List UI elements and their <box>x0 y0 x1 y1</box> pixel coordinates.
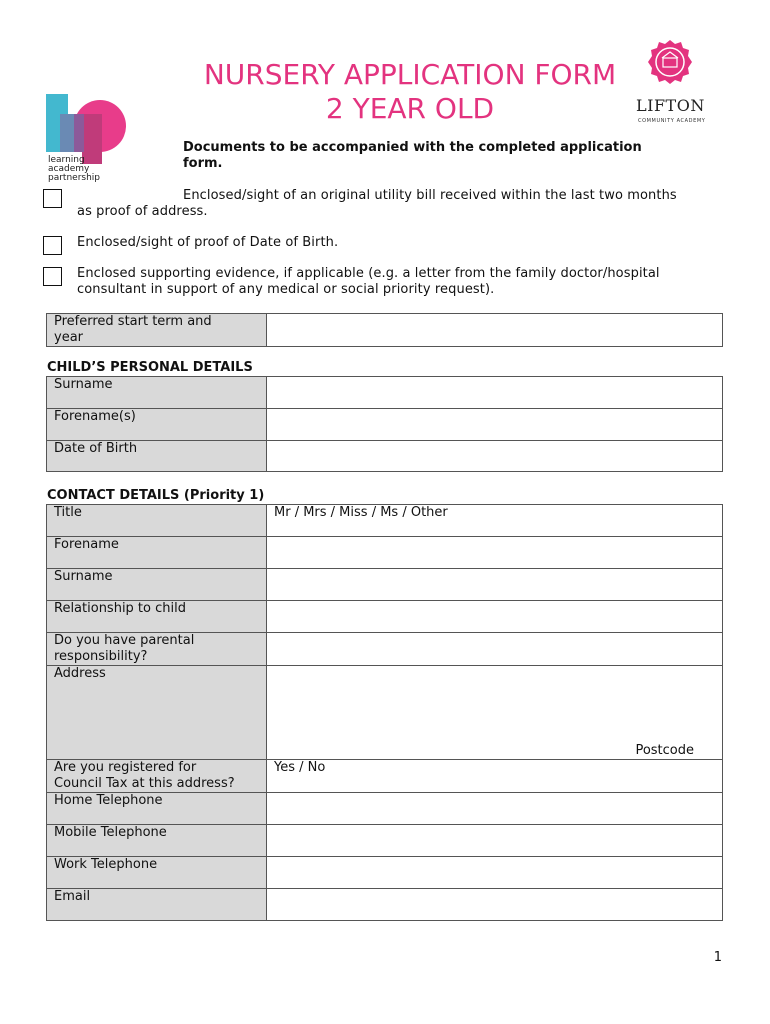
home-telephone-label: Home Telephone <box>47 793 267 825</box>
relationship-field[interactable] <box>267 601 723 633</box>
lap-logo-text <box>48 156 100 183</box>
utility-bill-text-cont: as proof of address. <box>77 204 208 219</box>
child-details-table <box>46 376 723 472</box>
supporting-evidence-text: Enclosed supporting evidence, if applicable (e.g. a letter from the family doctor/hospital <box>77 266 660 281</box>
utility-bill-text: Enclosed/sight of an original utility bill received within the last two months <box>183 188 677 203</box>
work-telephone-field[interactable] <box>267 857 723 889</box>
school-subtitle: COMMUNITY ACADEMY <box>638 118 706 124</box>
form-subtitle: 2 YEAR OLD <box>325 92 495 125</box>
form-title: NURSERY APPLICATION FORM <box>203 58 617 91</box>
child-surname-field[interactable] <box>267 377 723 409</box>
start-term-label-line: year <box>54 330 84 345</box>
address-label: Address <box>47 666 267 760</box>
child-forename-field[interactable] <box>267 409 723 441</box>
mobile-telephone-label: Mobile Telephone <box>47 825 267 857</box>
council-tax-label <box>47 760 267 793</box>
contact-surname-label: Surname <box>47 569 267 601</box>
contact-forename-label: Forename <box>47 537 267 569</box>
email-field[interactable] <box>267 889 723 921</box>
documents-heading-line: Documents to be accompanied with the completed application <box>183 140 642 155</box>
lap-logo-word: academy <box>48 164 90 174</box>
supporting-evidence-checkbox[interactable] <box>43 267 62 286</box>
parental-responsibility-field[interactable] <box>267 633 723 666</box>
child-details-heading: CHILD’S PERSONAL DETAILS <box>47 360 253 375</box>
postcode-label: Postcode <box>635 743 694 758</box>
contact-details-table <box>46 504 723 921</box>
start-term-field[interactable] <box>267 314 723 347</box>
council-tax-options: Yes / No <box>274 760 326 775</box>
parental-label-line: Do you have parental <box>54 633 195 648</box>
documents-heading-line: form. <box>183 156 223 171</box>
start-term-table <box>46 313 723 347</box>
lap-logo-word: partnership <box>48 173 101 183</box>
child-forename-label: Forename(s) <box>47 409 267 441</box>
dob-proof-text: Enclosed/sight of proof of Date of Birth. <box>77 235 339 250</box>
child-surname-label: Surname <box>47 377 267 409</box>
start-term-label-line: Preferred start term and <box>54 314 212 329</box>
child-dob-field[interactable] <box>267 441 723 472</box>
parental-label-line: responsibility? <box>54 649 148 664</box>
contact-details-heading: CONTACT DETAILS (Priority 1) <box>47 488 265 503</box>
school-name: LIFTON <box>636 96 705 115</box>
council-label-line: Are you registered for <box>54 760 197 775</box>
parental-responsibility-label <box>47 633 267 666</box>
child-dob-label: Date of Birth <box>47 441 267 472</box>
contact-title-field[interactable] <box>267 505 723 537</box>
page-number: 1 <box>713 950 722 965</box>
supporting-evidence-text-cont: consultant in support of any medical or social priority request). <box>77 282 495 297</box>
contact-title-label: Title <box>47 505 267 537</box>
contact-forename-field[interactable] <box>267 537 723 569</box>
council-tax-field[interactable] <box>267 760 723 793</box>
utility-bill-checkbox[interactable] <box>43 189 62 208</box>
documents-heading <box>183 140 723 172</box>
contact-surname-field[interactable] <box>267 569 723 601</box>
title-options: Mr / Mrs / Miss / Ms / Other <box>274 505 448 520</box>
start-term-label <box>47 314 267 347</box>
dob-proof-checkbox[interactable] <box>43 236 62 255</box>
address-field[interactable] <box>267 666 723 760</box>
relationship-label: Relationship to child <box>47 601 267 633</box>
lap-logo-word: learning <box>48 155 85 165</box>
home-telephone-field[interactable] <box>267 793 723 825</box>
email-label: Email <box>47 889 267 921</box>
council-label-line: Council Tax at this address? <box>54 776 235 791</box>
work-telephone-label: Work Telephone <box>47 857 267 889</box>
mobile-telephone-field[interactable] <box>267 825 723 857</box>
school-seal-icon <box>646 38 694 86</box>
